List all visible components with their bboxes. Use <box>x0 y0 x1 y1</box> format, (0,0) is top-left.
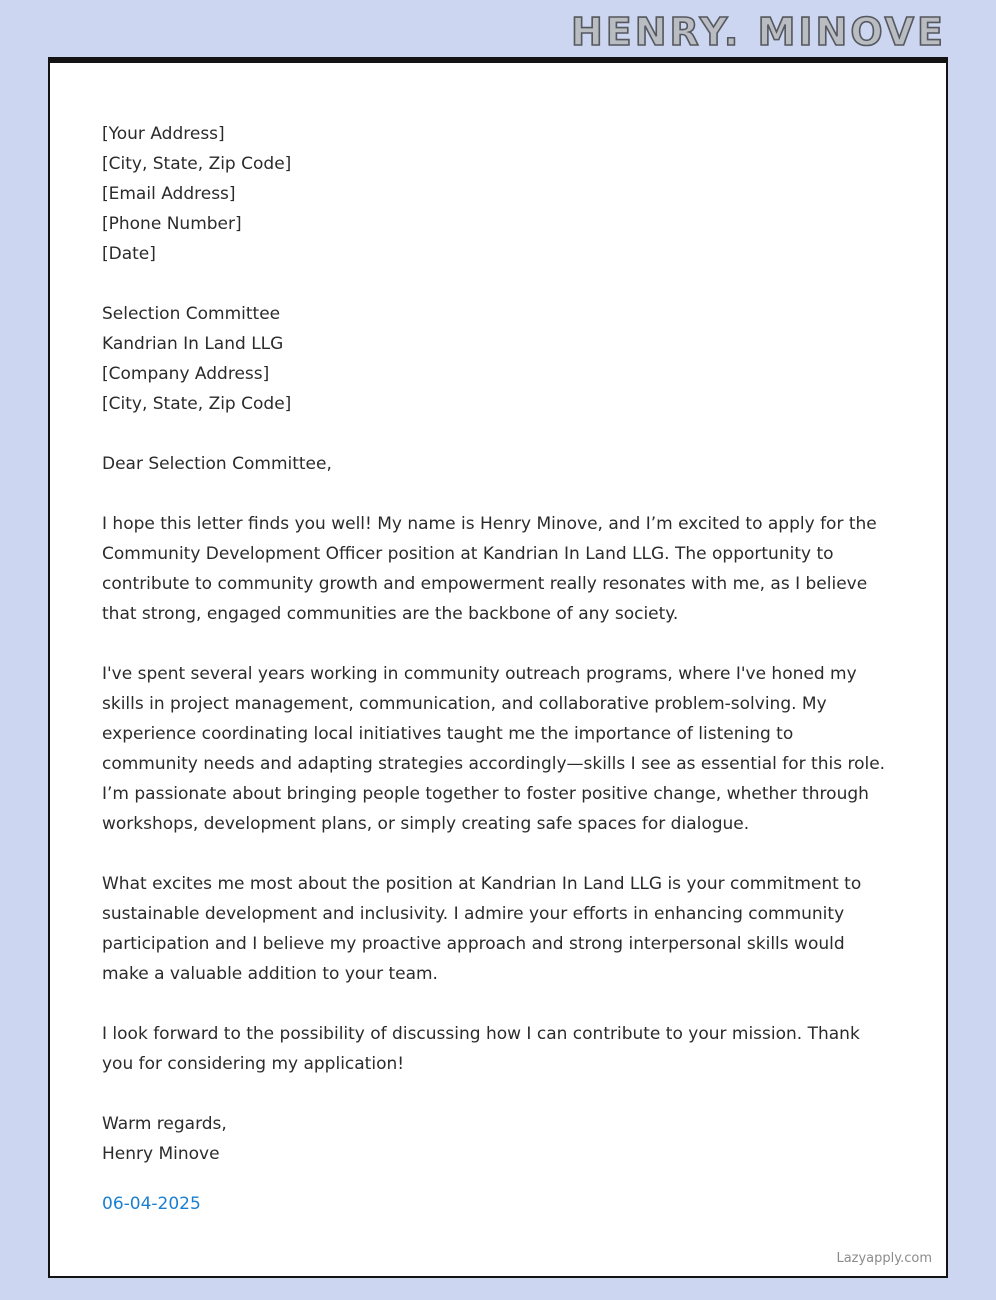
recipient-company-line: Kandrian In Land LLG <box>102 334 284 354</box>
recipient-address-line: [Company Address] <box>102 364 270 384</box>
closing-phrase: Warm regards, <box>102 1114 227 1134</box>
body-paragraph-2: I've spent several years working in community outreach programs, where I've honed my skills in project management, communication, and collaborative problem-solving. My experience coordinating local initiatives taught me the importance of listening to community needs and adapting strategies accordingly—skills I see as essential for this role. I’m passionate about bringing people together to foster positive change, whether through workshops, development plans, or simply creating safe spaces for dialogue. <box>102 664 886 834</box>
salutation: Dear Selection Committee, <box>102 454 332 474</box>
sender-email-line: [Email Address] <box>102 184 236 204</box>
sender-address-block <box>102 119 894 269</box>
sender-city-line: [City, State, Zip Code] <box>102 154 292 174</box>
recipient-city-line: [City, State, Zip Code] <box>102 394 292 414</box>
brand-title: HENRY. MINOVE <box>570 10 946 54</box>
letter-page <box>48 57 948 1278</box>
body-paragraph-4: I look forward to the possibility of discussing how I can contribute to your mission. Thank you for considering my application! <box>102 1024 860 1074</box>
salutation-block <box>102 449 894 479</box>
watermark-link[interactable]: Lazyapply.com <box>836 1251 932 1266</box>
sender-phone-line: [Phone Number] <box>102 214 242 234</box>
sender-address-line: [Your Address] <box>102 124 225 144</box>
sender-date-line: [Date] <box>102 244 156 264</box>
recipient-name-line: Selection Committee <box>102 304 281 324</box>
recipient-address-block <box>102 299 894 419</box>
body-paragraph-3: What excites me most about the position at Kandrian In Land LLG is your commitment to sustainable development and inclusivity. I admire your efforts in enhancing community participation and I believe my proactive approach and strong interpersonal skills would make a valuable addition to your team. <box>102 874 862 984</box>
body-paragraph-1: I hope this letter finds you well! My name is Henry Minove, and I’m excited to apply for the Community Development Officer position at Kandrian In Land LLG. The opportunity to contribute to community growth and empowerment really resonates with me, as I believe that strong, engaged communities are the backbone of any society. <box>102 514 877 624</box>
closing-block <box>102 1109 894 1169</box>
signature-name: Henry Minove <box>102 1144 220 1164</box>
signed-date-link[interactable]: 06-04-2025 <box>102 1194 201 1214</box>
